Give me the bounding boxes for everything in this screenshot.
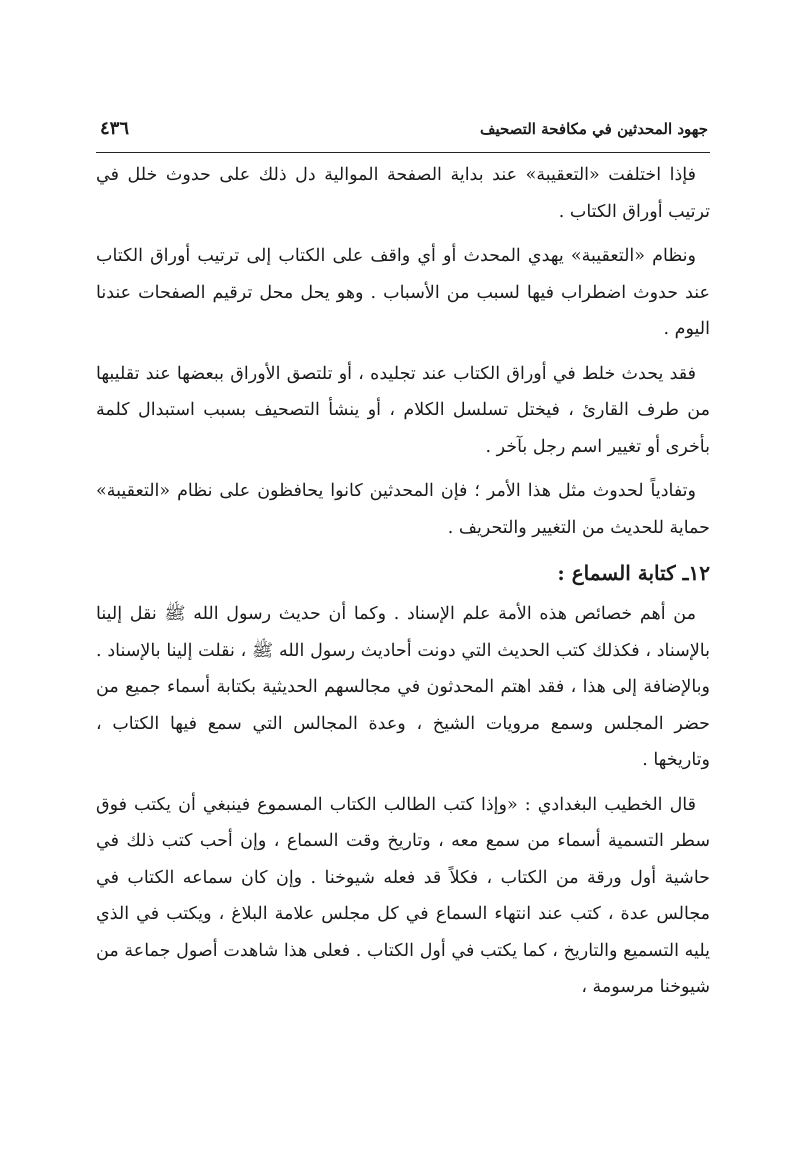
running-title: جهود المحدثين في مكافحة التصحيف	[479, 120, 708, 138]
paragraph: قال الخطيب البغدادي : «وإذا كتب الطالب الكتاب المسموع فينبغي أن يكتب فوق سطر التسمية أسماء من سمع معه ، وتاريخ وقت السماع ، وإن أحب كتب ذلك في حاشية أول ورقة من الكتاب ، فكلاً قد فعله شيوخنا . وإن كان سماعه الكتاب في مجالس عدة ، كتب عند انتهاء السماع في كل مجلس علامة البلاغ ، ويكتب في الذي يليه التسميع والتاريخ ، كما يكتب في أول الكتاب . فعلى هذا شاهدت أصول جماعة من شيوخنا مرسومة ،	[96, 794, 710, 997]
body-text	[96, 157, 710, 1006]
page-number: ٤٣٦	[100, 118, 130, 139]
section-heading: ١٢ـ كتابة السماع :	[557, 561, 710, 585]
paragraph: وتفادياً لحدوث مثل هذا الأمر ؛ فإن المحدثين كانوا يحافظون على نظام «التعقيبة» حماية للحديث من التغيير والتحريف .	[96, 481, 710, 538]
paragraph: فقد يحدث خلط في أوراق الكتاب عند تجليده ، أو تلتصق الأوراق ببعضها عند تقليبها من طرف القارئ ، فيختل تسلسل الكلام ، أو ينشأ التصحيف بسبب استبدال كلمة بأخرى أو تغيير اسم رجل بآخر .	[96, 363, 710, 457]
paragraph: ونظام «التعقيبة» يهدي المحدث أو أي واقف على الكتاب إلى ترتيب أوراق الكتاب عند حدوث اضطراب فيها لسبب من الأسباب . وهو يحل محل ترقيم الصفحات عندنا اليوم .	[96, 246, 710, 339]
paragraph: من أهم خصائص هذه الأمة علم الإسناد . وكما أن حديث رسول الله ﷺ نقل إلينا بالإسناد ، فكذلك كتب الحديث التي دونت أحاديث رسول الله ﷺ ، نقلت إلينا بالإسناد . وبالإضافة إلى هذا ، فقد اهتم المحدثون في مجالسهم الحديثية بكتابة أسماء جميع من حضر المجلس وسمع مرويات الشيخ ، وعدة المجالس التي سمع فيها الكتاب ، وتاريخها .	[96, 604, 710, 770]
running-header	[96, 118, 710, 153]
paragraph: فإذا اختلفت «التعقيبة» عند بداية الصفحة الموالية دل ذلك على حدوث خلل في ترتيب أوراق الكتاب .	[96, 165, 710, 222]
book-page	[96, 118, 710, 1014]
